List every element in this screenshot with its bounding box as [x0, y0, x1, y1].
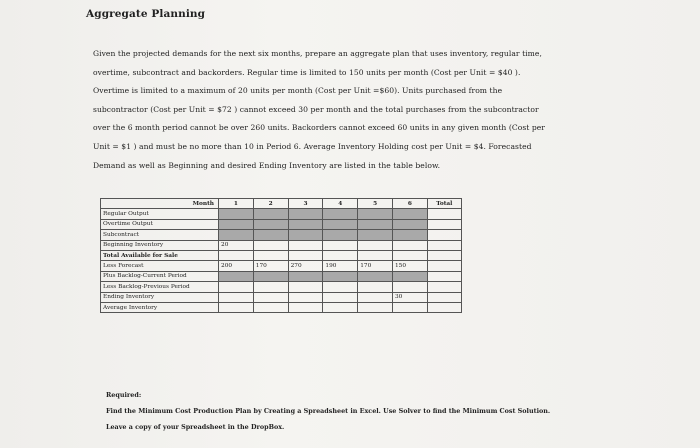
row-label: Plus Backlog-Current Period: [101, 271, 219, 281]
table-row: [101, 240, 462, 250]
row-label: Overtime Output: [101, 219, 219, 229]
table-row: [101, 219, 462, 229]
paragraph-line: Overtime is limited to a maximum of 20 units per month (Cost per Unit =$60). Units purchased from the: [93, 86, 503, 96]
paragraph-line: Unit = $1 ) and must be no more than 10 in Period 6. Average Inventory Holding cost per Unit = $4. Forecasted: [93, 141, 532, 151]
table-cell: [253, 282, 288, 292]
table-cell: [253, 209, 288, 219]
table-cell: [392, 209, 427, 219]
required-heading: Required:: [106, 391, 142, 399]
table-cell: [323, 292, 358, 302]
table-cell: [288, 271, 323, 281]
table-cell: [358, 271, 393, 281]
table-row: [101, 302, 462, 312]
table-cell: [392, 240, 427, 250]
table-cell: 150: [392, 261, 427, 271]
table-cell: [392, 302, 427, 312]
table-cell: [358, 219, 393, 229]
table-cell: [358, 282, 393, 292]
paragraph-line: overtime, subcontract and backorders. Regular time is limited to 150 units per month (Cost per Unit = $40 ).: [93, 67, 521, 77]
total-cell: [427, 250, 461, 260]
paragraph-line: over the 6 month period cannot be over 260 units. Backorders cannot exceed 60 units in any given month (Cost per: [93, 123, 545, 133]
table-cell: [219, 282, 254, 292]
table-cell: [392, 282, 427, 292]
table-cell: [358, 250, 393, 260]
table-cell: [219, 219, 254, 229]
total-cell: [427, 240, 461, 250]
table-cell: 20: [219, 240, 254, 250]
table-cell: [219, 209, 254, 219]
table-cell: [288, 292, 323, 302]
aggregate-plan-table: [100, 198, 462, 313]
table-cell: [323, 282, 358, 292]
paragraph-line: Given the projected demands for the next six months, prepare an aggregate plan that uses inventory, regular time,: [93, 49, 542, 58]
total-cell: [427, 292, 461, 302]
table-cell: [392, 230, 427, 240]
paragraph-line: Demand as well as Beginning and desired Ending Inventory are listed in the table below.: [93, 160, 441, 170]
total-column-header: Total: [427, 199, 461, 209]
required-section: [106, 388, 550, 435]
month-column-header: 5: [358, 199, 393, 209]
month-column-header: 1: [219, 199, 254, 209]
table-cell: 30: [392, 292, 427, 302]
table-cell: [288, 209, 323, 219]
table-cell: [323, 219, 358, 229]
row-label: Ending Inventory: [101, 292, 219, 302]
table-cell: [253, 292, 288, 302]
total-cell: [427, 261, 461, 271]
month-column-header: 3: [288, 199, 323, 209]
table-cell: [219, 250, 254, 260]
total-cell: [427, 271, 461, 281]
table-cell: [219, 230, 254, 240]
table-cell: [253, 271, 288, 281]
table-cell: [358, 230, 393, 240]
total-cell: [427, 302, 461, 312]
table-cell: [288, 230, 323, 240]
table-cell: [392, 271, 427, 281]
month-column-header: 6: [392, 199, 427, 209]
table-cell: [323, 230, 358, 240]
table-row: [101, 230, 462, 240]
table-cell: [219, 292, 254, 302]
table-cell: 200: [219, 261, 254, 271]
table-cell: [323, 302, 358, 312]
table-header-row: [101, 199, 462, 209]
table-row: [101, 282, 462, 292]
table-cell: [288, 219, 323, 229]
page-title: Aggregate Planning: [86, 8, 206, 20]
table-cell: [219, 302, 254, 312]
table-cell: [253, 240, 288, 250]
table-cell: [288, 282, 323, 292]
table-cell: [358, 240, 393, 250]
row-label: Beginning Inventory: [101, 240, 219, 250]
row-label: Regular Output: [101, 209, 219, 219]
row-label: Less Backlog-Previous Period: [101, 282, 219, 292]
table-row: [101, 261, 462, 271]
month-column-header: 2: [253, 199, 288, 209]
required-line: Find the Minimum Cost Production Plan by Creating a Spreadsheet in Excel. Use Solver to find the Minimum Cost Solution.: [106, 406, 551, 415]
row-label: Subcontract: [101, 230, 219, 240]
table-cell: [288, 250, 323, 260]
total-cell: [427, 230, 461, 240]
table-row: [101, 271, 462, 281]
table-cell: [253, 250, 288, 260]
table-cell: [253, 230, 288, 240]
table-cell: [219, 271, 254, 281]
row-label: Total Available for Sale: [101, 250, 219, 260]
total-cell: [427, 209, 461, 219]
table-cell: 170: [358, 261, 393, 271]
table-cell: [392, 219, 427, 229]
paragraph-line: subcontractor (Cost per Unit = $72 ) cannot exceed 30 per month and the total purchases from the subcontractor: [93, 104, 539, 114]
table-cell: [288, 240, 323, 250]
table-row: [101, 250, 462, 260]
table-cell: [358, 292, 393, 302]
total-cell: [427, 282, 461, 292]
row-label: Average Inventory: [101, 302, 219, 312]
table-cell: [392, 250, 427, 260]
total-cell: [427, 219, 461, 229]
table-cell: 190: [323, 261, 358, 271]
month-header: Month: [101, 199, 219, 209]
table-cell: 270: [288, 261, 323, 271]
required-line: Leave a copy of your Spreadsheet in the DropBox.: [106, 422, 285, 431]
table-cell: [288, 302, 323, 312]
table-cell: [323, 209, 358, 219]
table-row: [101, 209, 462, 219]
table-cell: [323, 250, 358, 260]
table-cell: [323, 240, 358, 250]
table-cell: [323, 271, 358, 281]
row-label: Less Forecast: [101, 261, 219, 271]
table-cell: [358, 209, 393, 219]
table-row: [101, 292, 462, 302]
month-column-header: 4: [323, 199, 358, 209]
table-cell: [253, 302, 288, 312]
table-cell: [358, 302, 393, 312]
table-cell: 170: [253, 261, 288, 271]
table-cell: [253, 219, 288, 229]
problem-statement: [93, 45, 593, 175]
